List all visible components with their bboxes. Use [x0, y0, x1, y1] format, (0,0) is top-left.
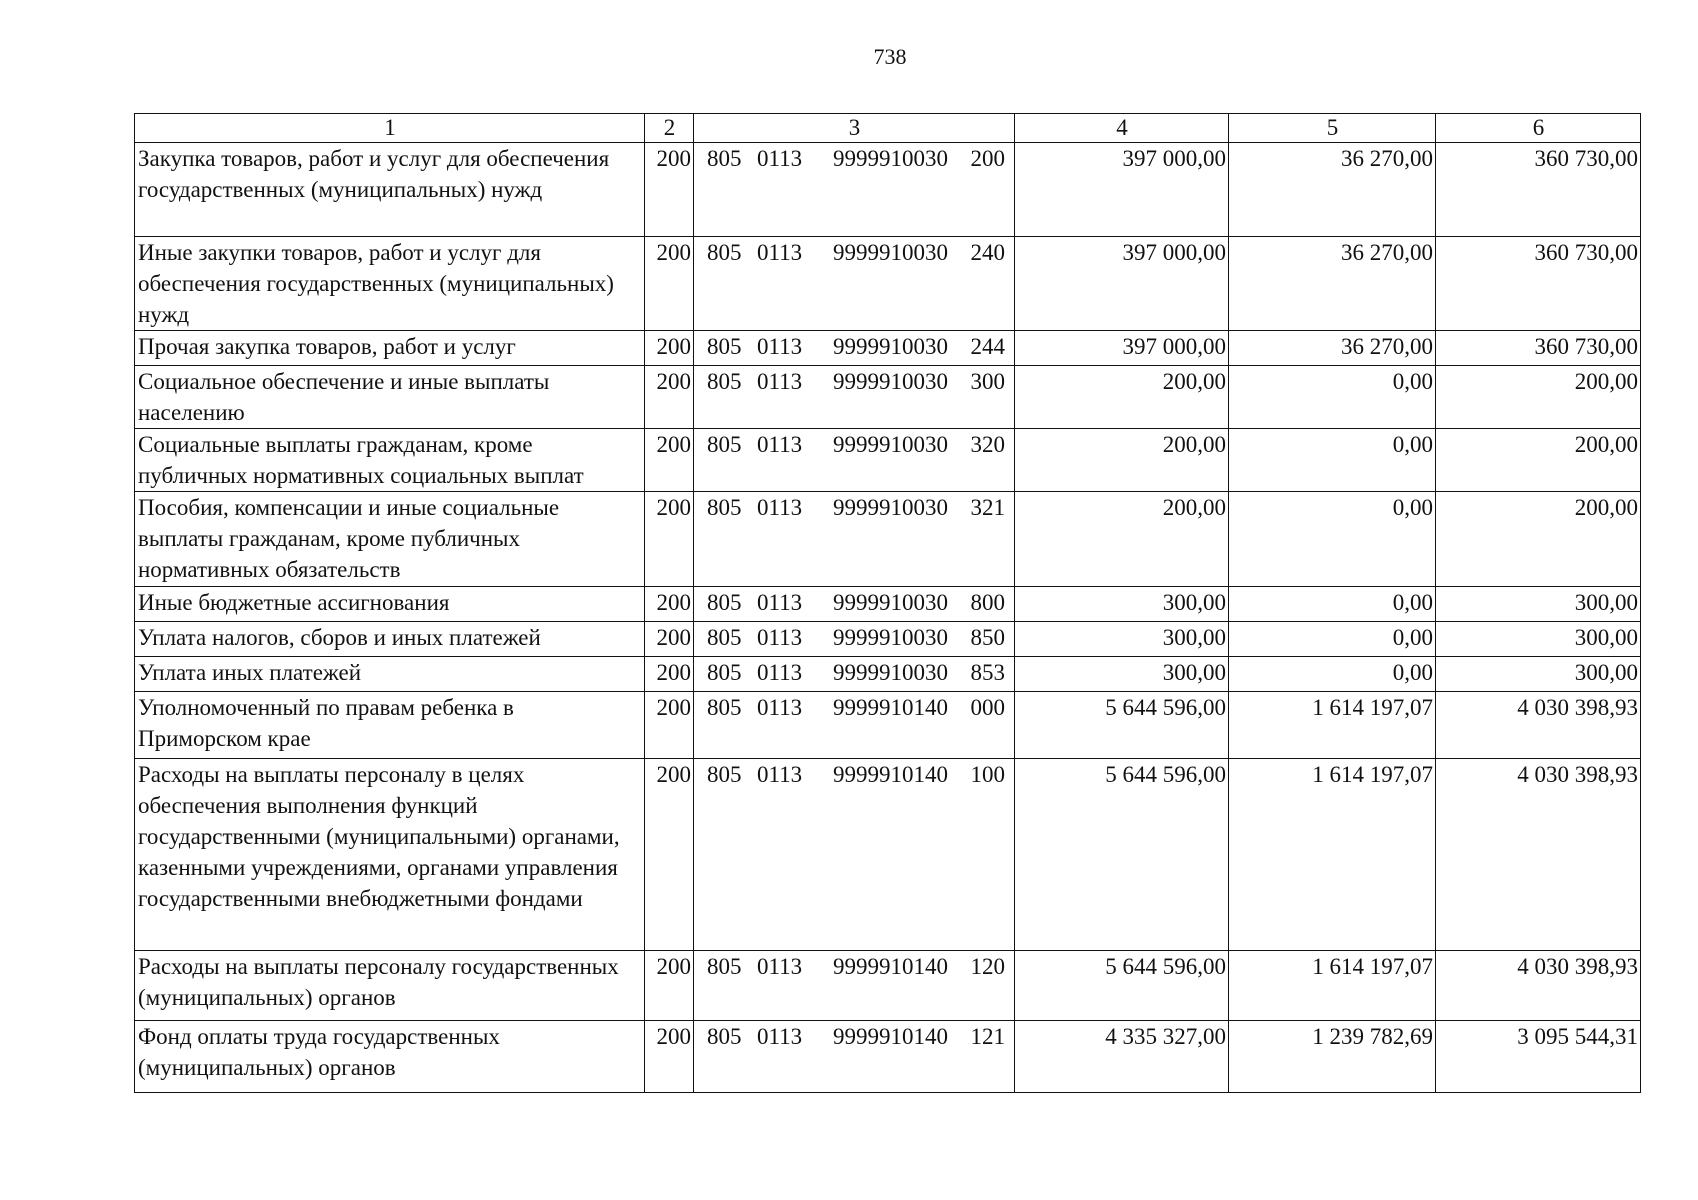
row-expense-kind-code: 800 [970, 590, 1005, 615]
row-target-code: 9999910140 [833, 695, 948, 720]
row-target-code: 9999910030 [833, 369, 948, 394]
row-expense-kind-code: 320 [970, 432, 1005, 457]
row-section-code: 805 [707, 762, 742, 787]
row-amount-col6: 300,00 [1436, 622, 1641, 657]
row-amount-col5: 36 270,00 [1229, 143, 1436, 237]
column-header: 5 [1229, 114, 1436, 143]
row-amount-col6: 200,00 [1436, 492, 1641, 587]
row-amount-col6: 4 030 398,93 [1436, 692, 1641, 759]
row-name: Прочая закупка товаров, работ и услуг [135, 331, 645, 366]
row-section-code: 805 [707, 432, 742, 457]
row-name: Расходы на выплаты персоналу государственных (муниципальных) органов [135, 951, 645, 1021]
row-admin-code: 200 [645, 429, 694, 492]
row-name: Социальное обеспечение и иные выплаты населению [135, 366, 645, 429]
row-classification-code [694, 429, 1015, 492]
row-admin-code: 200 [645, 692, 694, 759]
table-row [135, 237, 1641, 331]
row-name: Расходы на выплаты персоналу в целях обеспечения выполнения функций государственными (муниципальными) органами, казенными учреждениями, органами управления государственными внебюджетными фондами [135, 759, 645, 951]
table-row [135, 492, 1641, 587]
row-name: Пособия, компенсации и иные социальные выплаты гражданам, кроме публичных нормативных обязательств [135, 492, 645, 587]
row-subsection-code: 0113 [757, 240, 803, 265]
row-section-code: 805 [707, 954, 742, 979]
row-section-code: 805 [707, 625, 742, 650]
budget-table [134, 113, 1641, 1093]
column-header: 6 [1436, 114, 1641, 143]
row-amount-col6: 300,00 [1436, 587, 1641, 622]
row-amount-col4: 5 644 596,00 [1015, 692, 1229, 759]
row-amount-col6: 3 095 544,31 [1436, 1021, 1641, 1093]
row-target-code: 9999910030 [833, 432, 948, 457]
row-target-code: 9999910030 [833, 590, 948, 615]
row-amount-col5: 0,00 [1229, 492, 1436, 587]
row-target-code: 9999910030 [833, 660, 948, 685]
row-classification-code [694, 657, 1015, 692]
row-amount-col6: 200,00 [1436, 366, 1641, 429]
row-amount-col4: 200,00 [1015, 366, 1229, 429]
row-target-code: 9999910030 [833, 334, 948, 359]
row-expense-kind-code: 121 [970, 1024, 1005, 1049]
row-section-code: 805 [707, 1024, 742, 1049]
row-amount-col6: 360 730,00 [1436, 237, 1641, 331]
column-header: 2 [645, 114, 694, 143]
table-row [135, 759, 1641, 951]
row-name: Уплата налогов, сборов и иных платежей [135, 622, 645, 657]
row-classification-code [694, 1021, 1015, 1093]
table-row [135, 1021, 1641, 1093]
table-row [135, 143, 1641, 237]
row-amount-col5: 0,00 [1229, 429, 1436, 492]
row-classification-code [694, 692, 1015, 759]
table-row [135, 331, 1641, 366]
row-classification-code [694, 492, 1015, 587]
row-amount-col5: 36 270,00 [1229, 331, 1436, 366]
row-amount-col6: 360 730,00 [1436, 143, 1641, 237]
row-expense-kind-code: 300 [970, 369, 1005, 394]
row-amount-col4: 5 644 596,00 [1015, 759, 1229, 951]
row-admin-code: 200 [645, 759, 694, 951]
row-expense-kind-code: 120 [970, 954, 1005, 979]
row-amount-col5: 1 614 197,07 [1229, 759, 1436, 951]
row-classification-code [694, 759, 1015, 951]
table-row [135, 622, 1641, 657]
row-expense-kind-code: 000 [970, 695, 1005, 720]
row-amount-col5: 36 270,00 [1229, 237, 1436, 331]
row-amount-col6: 300,00 [1436, 657, 1641, 692]
row-amount-col5: 1 614 197,07 [1229, 951, 1436, 1021]
row-subsection-code: 0113 [757, 432, 803, 457]
row-target-code: 9999910030 [833, 625, 948, 650]
row-amount-col6: 4 030 398,93 [1436, 759, 1641, 951]
row-section-code: 805 [707, 695, 742, 720]
row-expense-kind-code: 853 [970, 660, 1005, 685]
row-expense-kind-code: 240 [970, 240, 1005, 265]
row-name: Иные бюджетные ассигнования [135, 587, 645, 622]
row-amount-col6: 200,00 [1436, 429, 1641, 492]
row-subsection-code: 0113 [757, 369, 803, 394]
row-section-code: 805 [707, 146, 742, 171]
row-amount-col6: 360 730,00 [1436, 331, 1641, 366]
row-subsection-code: 0113 [757, 495, 803, 520]
row-target-code: 9999910140 [833, 1024, 948, 1049]
row-section-code: 805 [707, 334, 742, 359]
row-admin-code: 200 [645, 587, 694, 622]
row-admin-code: 200 [645, 143, 694, 237]
row-section-code: 805 [707, 369, 742, 394]
row-classification-code [694, 366, 1015, 429]
row-amount-col5: 0,00 [1229, 366, 1436, 429]
row-name: Фонд оплаты труда государственных (муниципальных) органов [135, 1021, 645, 1093]
row-classification-code [694, 237, 1015, 331]
row-target-code: 9999910030 [833, 240, 948, 265]
row-section-code: 805 [707, 495, 742, 520]
row-name: Социальные выплаты гражданам, кроме публичных нормативных социальных выплат [135, 429, 645, 492]
row-target-code: 9999910030 [833, 146, 948, 171]
row-amount-col4: 200,00 [1015, 429, 1229, 492]
row-expense-kind-code: 100 [970, 762, 1005, 787]
row-amount-col4: 397 000,00 [1015, 331, 1229, 366]
row-classification-code [694, 587, 1015, 622]
row-amount-col6: 4 030 398,93 [1436, 951, 1641, 1021]
row-target-code: 9999910140 [833, 954, 948, 979]
row-amount-col5: 1 614 197,07 [1229, 692, 1436, 759]
row-amount-col5: 0,00 [1229, 657, 1436, 692]
row-admin-code: 200 [645, 622, 694, 657]
row-name: Иные закупки товаров, работ и услуг для обеспечения государственных (муниципальных) нужд [135, 237, 645, 331]
row-expense-kind-code: 200 [970, 146, 1005, 171]
row-classification-code [694, 951, 1015, 1021]
column-header: 3 [694, 114, 1015, 143]
row-name: Уплата иных платежей [135, 657, 645, 692]
row-amount-col4: 397 000,00 [1015, 143, 1229, 237]
row-amount-col4: 200,00 [1015, 492, 1229, 587]
row-amount-col4: 5 644 596,00 [1015, 951, 1229, 1021]
row-subsection-code: 0113 [757, 695, 803, 720]
row-admin-code: 200 [645, 237, 694, 331]
row-classification-code [694, 331, 1015, 366]
row-amount-col4: 4 335 327,00 [1015, 1021, 1229, 1093]
row-section-code: 805 [707, 590, 742, 615]
row-subsection-code: 0113 [757, 334, 803, 359]
row-admin-code: 200 [645, 366, 694, 429]
table-row [135, 429, 1641, 492]
row-subsection-code: 0113 [757, 146, 803, 171]
row-subsection-code: 0113 [757, 660, 803, 685]
row-target-code: 9999910140 [833, 762, 948, 787]
row-amount-col4: 397 000,00 [1015, 237, 1229, 331]
table-row [135, 657, 1641, 692]
row-name: Уполномоченный по правам ребенка в Приморском крае [135, 692, 645, 759]
page-number: 738 [873, 44, 907, 69]
row-subsection-code: 0113 [757, 590, 803, 615]
row-subsection-code: 0113 [757, 1024, 803, 1049]
row-admin-code: 200 [645, 657, 694, 692]
row-section-code: 805 [707, 240, 742, 265]
table-row [135, 951, 1641, 1021]
row-expense-kind-code: 244 [970, 334, 1005, 359]
row-amount-col4: 300,00 [1015, 657, 1229, 692]
row-subsection-code: 0113 [757, 762, 803, 787]
row-classification-code [694, 143, 1015, 237]
column-numbers-row [135, 114, 1641, 143]
row-admin-code: 200 [645, 951, 694, 1021]
table-row [135, 366, 1641, 429]
row-admin-code: 200 [645, 1021, 694, 1093]
row-section-code: 805 [707, 660, 742, 685]
row-expense-kind-code: 850 [970, 625, 1005, 650]
row-subsection-code: 0113 [757, 625, 803, 650]
row-amount-col5: 0,00 [1229, 587, 1436, 622]
row-amount-col5: 1 239 782,69 [1229, 1021, 1436, 1093]
row-classification-code [694, 622, 1015, 657]
row-admin-code: 200 [645, 492, 694, 587]
row-expense-kind-code: 321 [970, 495, 1005, 520]
table-row [135, 692, 1641, 759]
row-target-code: 9999910030 [833, 495, 948, 520]
table-row [135, 587, 1641, 622]
row-name: Закупка товаров, работ и услуг для обеспечения государственных (муниципальных) нужд [135, 143, 645, 237]
row-amount-col4: 300,00 [1015, 587, 1229, 622]
column-header: 1 [135, 114, 645, 143]
row-subsection-code: 0113 [757, 954, 803, 979]
row-amount-col4: 300,00 [1015, 622, 1229, 657]
row-admin-code: 200 [645, 331, 694, 366]
column-header: 4 [1015, 114, 1229, 143]
row-amount-col5: 0,00 [1229, 622, 1436, 657]
